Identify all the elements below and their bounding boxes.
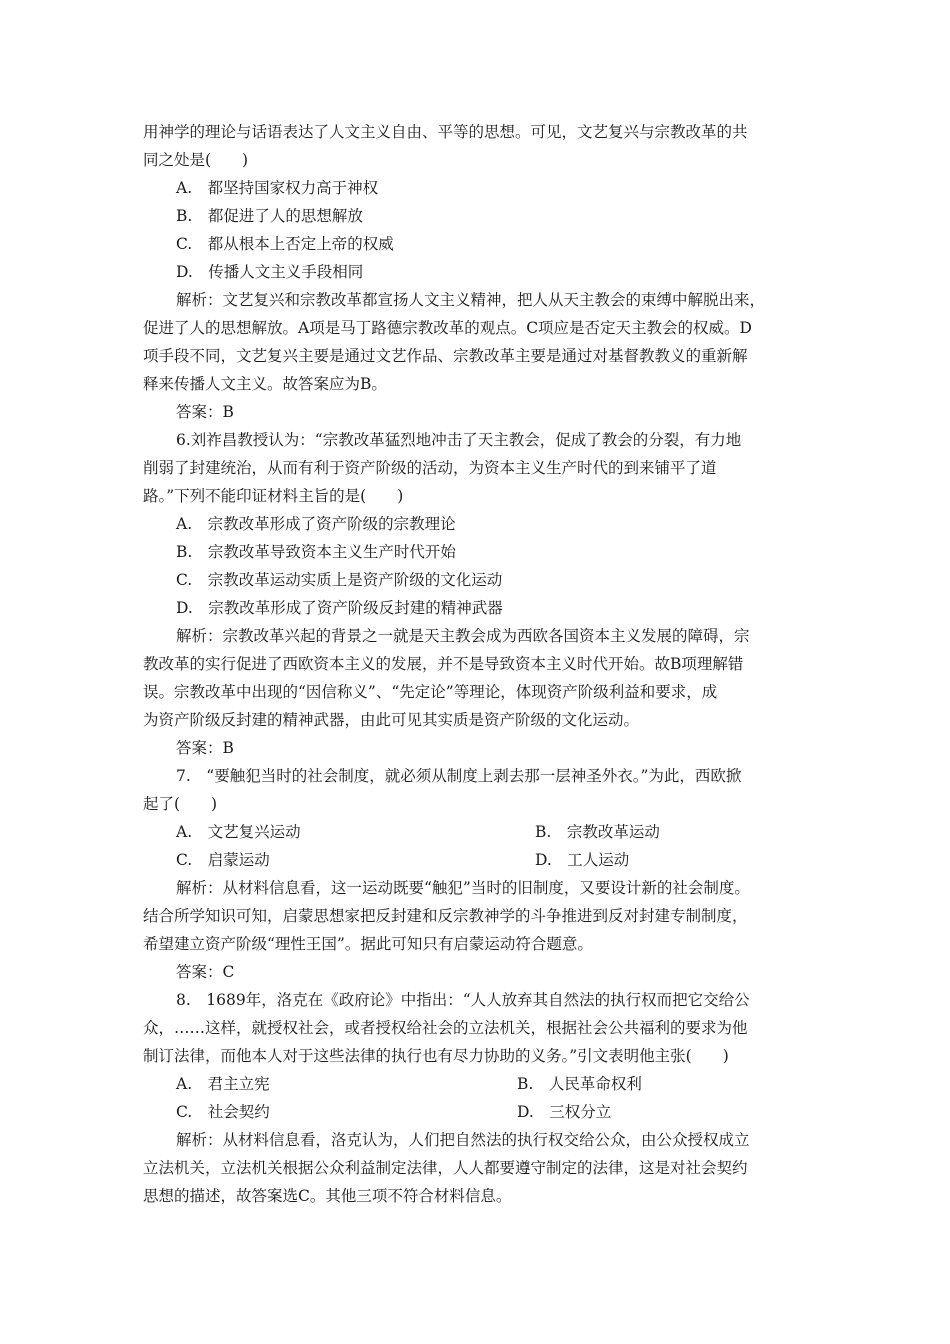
q8-analysis-line-3: 思想的描述，故答案选C。其他三项不符合材料信息。 <box>143 1187 512 1205</box>
q6-option-a: A. 宗教改革形成了资产阶级的宗教理论 <box>176 515 456 533</box>
q7-analysis-line-2: 结合所学知识可知，启蒙思想家把反封建和反宗教神学的斗争推进到反对封建专制制度， <box>143 907 748 925</box>
q7-option-c: C. 启蒙运动 <box>176 851 270 869</box>
q6-analysis-line-2: 教改革的实行促进了西欧资本主义的发展，并不是导致资本主义时代开始。故B项理解错 <box>143 655 744 673</box>
q5-option-b: B. 都促进了人的思想解放 <box>176 207 363 225</box>
q6-analysis-line-4: 为资产阶级反封建的精神武器，由此可见其实质是资产阶级的文化运动。 <box>143 711 640 729</box>
q8-analysis-line-2: 立法机关，立法机关根据公众利益制定法律，人人都要遵守制定的法律，这是对社会契约 <box>143 1159 748 1177</box>
q6-stem-line-1: 6.刘祚昌教授认为：“宗教改革猛烈地冲击了天主教会，促成了教会的分裂，有力地 <box>176 431 742 449</box>
q6-option-d: D. 宗教改革形成了资产阶级反封建的精神武器 <box>176 599 503 617</box>
q7-option-a: A. 文艺复兴运动 <box>176 823 301 841</box>
q6-answer: 答案：B <box>176 739 234 757</box>
q5-option-d: D. 传播人文主义手段相同 <box>176 263 364 281</box>
q5-option-c: C. 都从根本上否定上帝的权威 <box>176 235 394 253</box>
q7-analysis-line-1: 解析：从材料信息看，这一运动既要“触犯”当时的旧制度，又要设计新的社会制度。 <box>176 879 750 897</box>
q8-option-d: D. 三权分立 <box>517 1103 612 1121</box>
q5-analysis-line-4: 释来传播人文主义。故答案应为B。 <box>143 375 387 393</box>
q8-stem-line-2: 众，……这样，就授权社会，或者授权给社会的立法机关，根据社会公共福利的要求为他 <box>143 1019 748 1037</box>
q6-stem-line-2: 削弱了封建统治，从而有利于资产阶级的活动，为资本主义生产时代的到来铺平了道 <box>143 459 717 477</box>
q5-answer: 答案：B <box>176 403 234 421</box>
q5-stem-line-2: 同之处是( ) <box>143 151 249 169</box>
q7-stem-line-2: 起了( ) <box>143 795 218 813</box>
q5-analysis-line-1: 解析：文艺复兴和宗教改革都宣扬人文主义精神，把人从天主教会的束缚中解脱出来， <box>176 291 766 309</box>
q8-analysis-line-1: 解析：从材料信息看，洛克认为，人们把自然法的执行权交给公众，由公众授权成立 <box>176 1131 750 1149</box>
q5-analysis-line-3: 项手段不同，文艺复兴主要是通过文艺作品、宗教改革主要是通过对基督教教义的重新解 <box>143 347 748 365</box>
q8-option-a: A. 君主立宪 <box>176 1075 270 1093</box>
q5-analysis-line-2: 促进了人的思想解放。A项是马丁路德宗教改革的观点。C项应是否定天主教会的权威。D <box>143 319 752 337</box>
q5-option-a: A. 都坚持国家权力高于神权 <box>176 179 379 197</box>
q8-option-b: B. 人民革命权利 <box>517 1075 642 1093</box>
q6-option-b: B. 宗教改革导致资本主义生产时代开始 <box>176 543 456 561</box>
q6-analysis-line-3: 误。宗教改革中出现的“因信称义”、“先定论”等理论，体现资产阶级利益和要求，成 <box>143 683 718 701</box>
q6-option-c: C. 宗教改革运动实质上是资产阶级的文化运动 <box>176 571 503 589</box>
q5-stem-line-1: 用神学的理论与话语表达了人文主义自由、平等的思想。可见，文艺复兴与宗教改革的共 <box>143 123 748 141</box>
q7-answer: 答案：C <box>176 963 235 981</box>
q8-option-c: C. 社会契约 <box>176 1103 270 1121</box>
q8-stem-line-1: 8. 1689年，洛克在《政府论》中指出：“人人放弃其自然法的执行权而把它交给公 <box>176 991 750 1009</box>
q8-stem-line-3: 制订法律，而他本人对于这些法律的执行也有尽力协助的义务。”引文表明他主张( ) <box>143 1047 729 1065</box>
q7-stem-line-1: 7. “要触犯当时的社会制度，就必须从制度上剥去那一层神圣外衣。”为此，西欧掀 <box>176 767 742 785</box>
q6-analysis-line-1: 解析：宗教改革兴起的背景之一就是天主教会成为西欧各国资本主义发展的障碍，宗 <box>176 627 750 645</box>
q7-analysis-line-3: 希望建立资产阶级“理性王国”。据此可知只有启蒙运动符合题意。 <box>143 935 593 953</box>
q7-option-d: D. 工人运动 <box>535 851 630 869</box>
q6-stem-line-3: 路。”下列不能印证材料主旨的是( ) <box>143 487 404 505</box>
q7-option-b: B. 宗教改革运动 <box>535 823 660 841</box>
